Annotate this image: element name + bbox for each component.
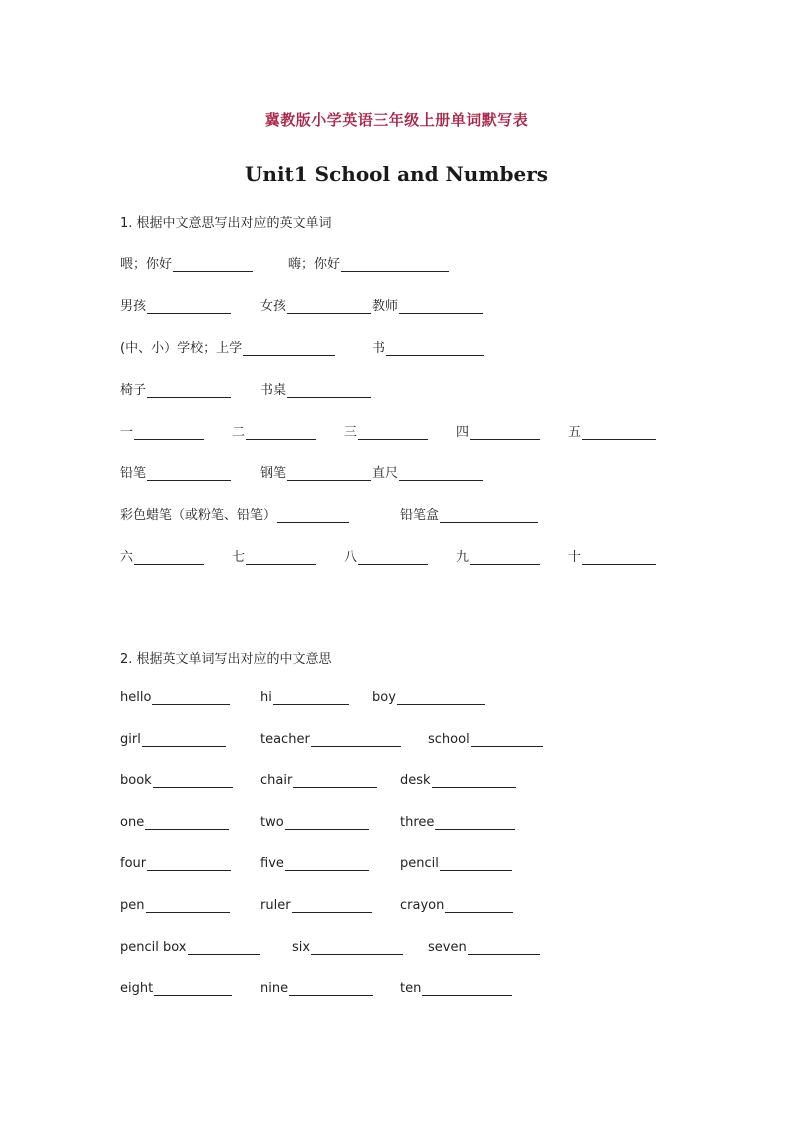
word-item [372, 690, 485, 705]
answer-blank[interactable] [243, 341, 335, 356]
word-label: ten [400, 981, 422, 996]
answer-blank[interactable] [311, 940, 403, 955]
word-label: hello [120, 690, 152, 705]
word-item [292, 940, 403, 955]
word-label: two [260, 815, 284, 830]
word-label: 一 [120, 425, 134, 440]
word-label: 铅笔 [120, 466, 147, 481]
word-item [288, 253, 449, 272]
word-label: 铅笔盒 [400, 508, 440, 523]
word-label: 五 [568, 425, 582, 440]
word-item [120, 504, 349, 523]
word-item [260, 295, 371, 314]
word-label: 嗨；你好 [288, 257, 341, 272]
word-item [120, 898, 230, 913]
word-item [120, 773, 233, 788]
word-label: 三 [344, 425, 358, 440]
answer-blank[interactable] [399, 299, 483, 314]
word-label: 七 [232, 550, 246, 565]
word-label: four [120, 856, 147, 871]
word-label: 钢笔 [260, 466, 287, 481]
word-item [372, 295, 483, 314]
word-item [428, 940, 540, 955]
word-label: 彩色蜡笔（或粉笔、铅笔） [120, 508, 277, 523]
word-label: pen [120, 898, 145, 913]
word-item [120, 379, 231, 398]
word-item [120, 981, 232, 996]
word-label: eight [120, 981, 154, 996]
answer-blank[interactable] [422, 981, 512, 996]
answer-blank[interactable] [134, 425, 204, 440]
answer-blank[interactable] [147, 856, 231, 871]
answer-blank[interactable] [285, 815, 369, 830]
word-item [260, 462, 371, 481]
word-item [400, 898, 513, 913]
answer-blank[interactable] [468, 940, 540, 955]
word-item [120, 295, 231, 314]
word-item [260, 690, 349, 705]
word-label: 书桌 [260, 383, 287, 398]
word-item [372, 337, 484, 356]
unit-title: Unit1 School and Numbers [244, 162, 549, 186]
word-label: crayon [400, 898, 445, 913]
word-label: chair [260, 773, 293, 788]
word-item [232, 421, 316, 440]
word-item [372, 462, 483, 481]
word-label: 十 [568, 550, 582, 565]
answer-blank[interactable] [292, 898, 372, 913]
answer-blank[interactable] [435, 815, 515, 830]
word-label: one [120, 815, 145, 830]
answer-blank[interactable] [154, 981, 232, 996]
word-item [260, 773, 377, 788]
word-label: 喂；你好 [120, 257, 173, 272]
word-item [344, 421, 428, 440]
answer-blank[interactable] [341, 257, 449, 272]
word-label: 四 [456, 425, 470, 440]
answer-blank[interactable] [445, 898, 513, 913]
word-item [400, 773, 516, 788]
answer-blank[interactable] [246, 425, 316, 440]
word-label: 女孩 [260, 299, 287, 314]
word-item [120, 253, 253, 272]
word-item [120, 421, 204, 440]
answer-blank[interactable] [287, 383, 371, 398]
word-label: girl [120, 732, 141, 747]
word-label: 椅子 [120, 383, 147, 398]
answer-blank[interactable] [471, 732, 543, 747]
word-label: seven [428, 940, 467, 955]
answer-blank[interactable] [582, 425, 656, 440]
answer-blank[interactable] [246, 550, 316, 565]
word-item [568, 421, 656, 440]
answer-blank[interactable] [147, 383, 231, 398]
answer-blank[interactable] [386, 341, 484, 356]
word-item [400, 981, 512, 996]
word-item [260, 815, 369, 830]
word-label: ruler [260, 898, 291, 913]
section1-heading: 1. 根据中文意思写出对应的英文单词 [120, 216, 332, 231]
answer-blank[interactable] [293, 773, 377, 788]
answer-blank[interactable] [287, 466, 371, 481]
word-label: pencil box [120, 940, 187, 955]
answer-blank[interactable] [358, 550, 428, 565]
word-item [456, 421, 540, 440]
answer-blank[interactable] [399, 466, 483, 481]
word-label: hi [260, 690, 272, 705]
word-item [120, 337, 335, 356]
word-item [400, 815, 515, 830]
answer-blank[interactable] [147, 466, 231, 481]
answer-blank[interactable] [440, 856, 512, 871]
answer-blank[interactable] [358, 425, 428, 440]
answer-blank[interactable] [277, 508, 349, 523]
word-item [428, 732, 543, 747]
word-label: six [292, 940, 311, 955]
word-label: 教师 [372, 299, 399, 314]
answer-blank[interactable] [153, 773, 233, 788]
word-label: teacher [260, 732, 310, 747]
word-label: book [120, 773, 152, 788]
word-label: nine [260, 981, 289, 996]
word-label: 八 [344, 550, 358, 565]
answer-blank[interactable] [188, 940, 260, 955]
word-item [400, 504, 538, 523]
word-item [456, 546, 540, 565]
word-item [120, 732, 226, 747]
answer-blank[interactable] [152, 690, 230, 705]
word-item [260, 981, 373, 996]
answer-blank[interactable] [289, 981, 373, 996]
word-item [120, 690, 230, 705]
word-item [120, 546, 204, 565]
answer-blank[interactable] [146, 898, 230, 913]
answer-blank[interactable] [173, 257, 253, 272]
answer-blank[interactable] [397, 690, 485, 705]
word-item [260, 898, 372, 913]
answer-blank[interactable] [311, 732, 401, 747]
answer-blank[interactable] [285, 856, 369, 871]
answer-blank[interactable] [582, 550, 656, 565]
word-item [400, 856, 512, 871]
word-label: boy [372, 690, 396, 705]
word-item [260, 856, 369, 871]
word-label: 直尺 [372, 466, 399, 481]
answer-blank[interactable] [142, 732, 226, 747]
word-item [120, 815, 229, 830]
answer-blank[interactable] [134, 550, 204, 565]
word-label: 六 [120, 550, 134, 565]
word-item [260, 379, 371, 398]
answer-blank[interactable] [145, 815, 229, 830]
answer-blank[interactable] [440, 508, 538, 523]
page-header-title: 冀教版小学英语三年级上册单词默写表 [264, 111, 529, 129]
answer-blank[interactable] [273, 690, 349, 705]
word-item [568, 546, 656, 565]
answer-blank[interactable] [470, 425, 540, 440]
answer-blank[interactable] [470, 550, 540, 565]
answer-blank[interactable] [287, 299, 371, 314]
word-label: pencil [400, 856, 439, 871]
answer-blank[interactable] [147, 299, 231, 314]
section2-heading: 2. 根据英文单词写出对应的中文意思 [120, 652, 332, 667]
word-item [120, 856, 231, 871]
word-label: (中、小）学校；上学 [120, 341, 243, 356]
word-label: 二 [232, 425, 246, 440]
word-label: desk [400, 773, 431, 788]
word-label: three [400, 815, 435, 830]
word-label: 九 [456, 550, 470, 565]
word-label: school [428, 732, 470, 747]
word-item [120, 462, 231, 481]
word-item [260, 732, 401, 747]
word-item [344, 546, 428, 565]
word-label: 男孩 [120, 299, 147, 314]
word-item [120, 940, 260, 955]
word-item [232, 546, 316, 565]
answer-blank[interactable] [432, 773, 516, 788]
word-label: 书 [372, 341, 386, 356]
word-label: five [260, 856, 284, 871]
